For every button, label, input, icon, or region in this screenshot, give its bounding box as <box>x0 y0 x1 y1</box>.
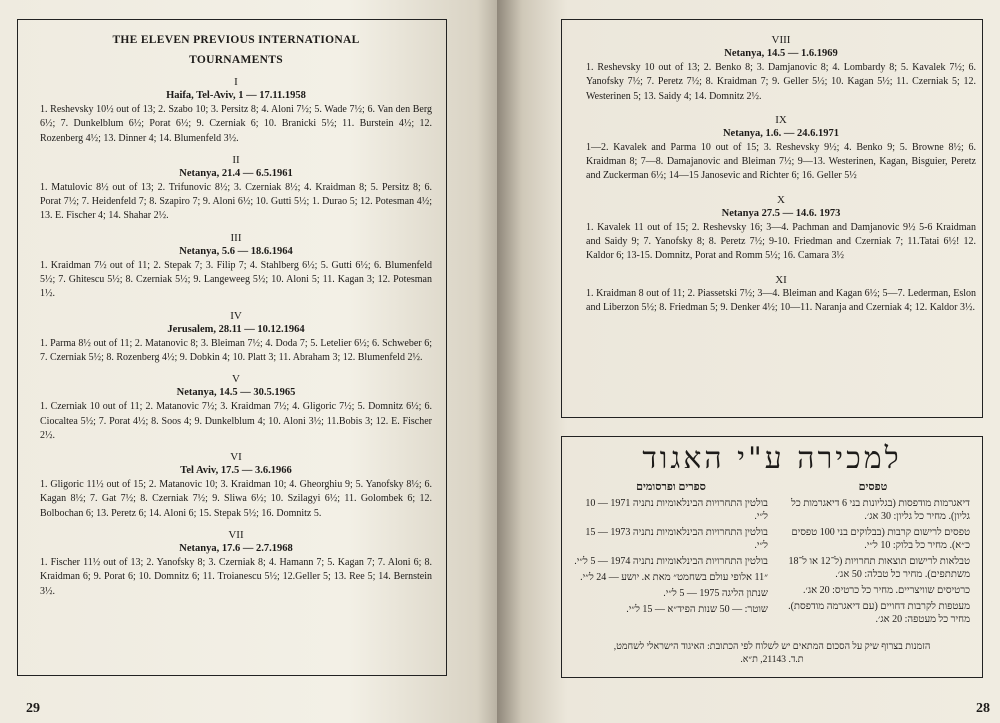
ad-heading: למכירה ע"י האגוד <box>642 441 902 476</box>
tournament-heading: Netanya, 1.6. — 24.6.1971 <box>722 127 840 139</box>
tournament-heading: Netanya, 21.4 — 6.5.1961 <box>179 167 293 179</box>
tournaments-box-right <box>561 19 983 418</box>
title-line-1: THE ELEVEN PREVIOUS INTERNATIONAL <box>112 34 360 46</box>
tournament-results: 1. Kraidman 8 out of 11; 2. Piassetski 7½; 3—4. Bleiman and Kagan 6½; 5—7. Lederman, Eslon and Liberzon 5½; 8. Friedman 5; 9. Denker 4½; 10—11. Naranja and Czerniak 4; 12. Kaldor 3½. <box>586 287 976 313</box>
tournament-results: 1. Reshevsky 10½ out of 13; 2. Szabo 10; 3. Persitz 8; 4. Aloni 7½; 5. Wade 7½; 6. Van den Berg 6½; 7. Dunkelblum 6½; Porat 6½; 9. Czerniak 6; 10. Branicki 5½; 11. Burstein 4½; 12. Rozenberg 4½; 13. Dinner 4; 14. Blumenfeld 3½. <box>40 104 432 144</box>
tournament-numeral: VII <box>228 529 244 542</box>
tournament-results: 1. Parma 8½ out of 11; 2. Matanovic 8; 3. Bleiman 7½; 4. Doda 7; 5. Letelier 6½; 6. Schweber 6; 7. Czerniak 5½; 8. Rozenberg 4½; 9. Dobkin 4; 10. Platt 3; 11. Abraham 3; 12. Blumenfeld 2½. <box>40 337 432 363</box>
ad-footer-line-2: ת.ד. 21143, ת״א. <box>740 655 804 665</box>
tournament-numeral: II <box>232 153 240 166</box>
tournament-results: 1. Kavalek 11 out of 15; 2. Reshevsky 16; 3—4. Pachman and Damjanovic 9½ 5-6 Kraidman and Saidy 9; 7. Yanofsky 8; 8. Peretz 7½; 9-10. Friedman and Czerniak 7; 11.Tatai 6½! 12. Kaldor 6; 13-15. Domnitz, Porat and Romm 5½; 16. Camara 3½ <box>586 221 976 262</box>
tournament-heading: Netanya, 14.5 — 1.6.1969 <box>724 48 838 59</box>
page-title <box>40 30 432 70</box>
tournament-numeral: X <box>777 193 785 206</box>
ad-item: בולטין התחרויות הבינלאומיות נתניה 1974 — 5 ל״י. <box>574 556 768 567</box>
tournament-numeral: III <box>230 231 242 244</box>
tournament-heading: Jerusalem, 28.11 — 10.12.1964 <box>167 323 305 335</box>
tournament-results: 1—2. Kavalek and Parma 10 out of 15; 3. Reshevsky 9½; 4. Benko 9; 5. Browne 8½; 6. Kraidman 8; 7—8. Damajanovic and Bleiman 7½; 9—13. Westerinen, Kagan, Bisguier, Peretz and Zuckerman 6½; 14—15 Janosevic and Richter 6; 16. Geller 5½ <box>586 141 976 182</box>
ad-item: מעטפות לקרבות דחויים (עם דיאגרמה מודפסת). מחיר כל מעטפה: 20 אג׳. <box>788 601 970 625</box>
tournament-entry <box>586 274 976 316</box>
tournament-numeral: VIII <box>771 34 791 46</box>
tournament-results: 1. Fischer 11½ out of 13; 2. Yanofsky 8; 3. Czerniak 8; 4. Hamann 7; 5. Kagan 7; 7. Aloni 6; 8. Kraidman 6; 9. Porat 6; 10. Domnitz 6; 11. Troianescu 5½; 12.Geller 5; 13. Ree 5; 14. Bernstein 3½. <box>40 557 432 597</box>
tournament-results: 1. Matulovic 8½ out of 13; 2. Trifunovic 8½; 3. Czerniak 8½; 4. Kraidman 8; 5. Persitz 8; 6. Porat 7½; 7. Heidenfeld 7; 8. Szapiro 7; 9. Aloni 6½; 10. Gutti 5½; 1. Durao 5; 12. Potesman 4½; 13. E. Fischer 4; 14. Shahar 2½. <box>40 181 432 222</box>
tournament-entry <box>40 529 432 599</box>
ad-item: בולטין התחרויות הבינלאומיות נתניה 1973 — 15 ל״י. <box>585 527 768 551</box>
tournament-entry <box>586 114 976 184</box>
tournament-numeral: XI <box>775 273 787 286</box>
tournament-results: 1. Gligoric 11½ out of 15; 2. Matanovic 10; 3. Kraidman 10; 4. Gheorghiu 9; 5. Yanofsky 8½; 6. Kagan 8½; 7. Gat 7½; 8. Czerniak 7½; 9. Sliwa 6½; 10. Szilagyi 6½; 11. Golombek 6; 12. Bolbochan 6; 13. Peretz 6; 14. Aloni 6; 15. Stepak 5½; 16. Domnitz 5. <box>40 479 432 519</box>
ad-columns <box>570 481 974 629</box>
tournament-entry <box>40 451 432 521</box>
advertisement-box <box>561 436 983 678</box>
tournament-heading: Netanya, 14.5 — 30.5.1965 <box>176 387 296 399</box>
tournament-heading: Haifa, Tel-Aviv, 1 — 17.11.1958 <box>166 90 306 101</box>
right-page <box>497 0 1000 723</box>
tournament-entry <box>40 310 432 366</box>
tournament-numeral: V <box>232 373 240 386</box>
tournament-numeral: IV <box>230 309 242 322</box>
tournament-entry <box>586 194 976 264</box>
page-number-right: 28 <box>976 701 990 716</box>
tournament-entry <box>40 154 432 224</box>
ad-item: בולטין התחרויות הבינלאומיות נתניה 1971 — 10 ל״י. <box>585 498 768 522</box>
ad-item: דיאגרמות מודפסות (בגליונות בני 6 דיאגרמות כל גליון). מחיר כל גליון: 30 אג׳. <box>791 498 970 522</box>
tournament-entry <box>586 34 976 104</box>
ad-item: טבלאות לרישום תוצאות תחרויות (ל־12 או ל־18 משתתפים). מחיר כל טבלה: 50 אג׳. <box>788 556 970 580</box>
tournament-heading: Tel Aviv, 17.5 — 3.6.1966 <box>180 465 292 477</box>
ad-footer <box>570 641 974 667</box>
tournament-heading: Netanya, 5.6 — 18.6.1964 <box>179 245 293 257</box>
ad-footer-line-1: הזמנות בצרוף שיק על הסכום המתאים יש לשלוח לפי הכתובת: האיגוד הישראלי לשחמט, <box>613 642 931 652</box>
tournament-numeral: IX <box>775 113 787 126</box>
ad-column-forms <box>772 481 974 629</box>
ad-column-title: ספרים ופרסומים <box>636 481 706 493</box>
tournaments-box-left <box>17 19 447 676</box>
ad-item: כרטיסים שוויצריים. מחיר כל כרטיס: 20 אג׳. <box>803 585 970 596</box>
tournament-numeral: I <box>234 76 238 88</box>
page-number-left: 29 <box>26 701 40 716</box>
tournament-numeral: VI <box>230 451 242 464</box>
ad-item: ״11 אלופי עולם בשחמט״ מאת א. יושע — 24 ל״י. <box>580 572 768 583</box>
tournament-entry <box>40 76 432 146</box>
tournament-results: 1. Czerniak 10 out of 11; 2. Matanovic 7½; 3. Kraidman 7½; 4. Gligoric 7½; 5. Domnitz 6½; 6. Ciocaltea 5½; 7. Porat 4½; 8. Soos 4; 9. Dunkelblum 4; 10. Aloni 3½; 11.Bobis 3; 12. E. Fischer 2½. <box>40 401 432 441</box>
ad-item: שנתון הליגה 1975 — 5 ל״י. <box>663 588 768 599</box>
tournament-entry <box>40 232 432 302</box>
tournament-heading: Netanya, 17.6 — 2.7.1968 <box>179 543 293 555</box>
tournament-results: 1. Reshevsky 10 out of 13; 2. Benko 8; 3. Damjanovic 8; 4. Lombardy 8; 5. Kavalek 7½; 6. Yanofsky 7½; 7. Peretz 7½; 8. Kraidman 7; 9. Geller 5½; 10. Kagan 5½; 11. Czerniak 5; 12. Westerinen 5; 13. Saidy 4; 14. Domnitz 2½. <box>586 62 976 102</box>
ad-column-books <box>570 481 772 629</box>
ad-item: טפסים לרישום קרבות (בבלוקים בני 100 טפסים כ״א). מחיר כל בלוק: 10 ל״י. <box>791 527 970 551</box>
tournament-entry <box>40 373 432 443</box>
ad-column-title: טפסים <box>858 481 888 493</box>
tournament-heading: Netanya 27.5 — 14.6. 1973 <box>721 207 841 219</box>
tournament-results: 1. Kraidman 7½ out of 11; 2. Stepak 7; 3. Filip 7; 4. Stahlberg 6½; 5. Gutti 6½; 6. Blumenfeld 5½; 7. Ghitescu 5½; 8. Czerniak 5½; 9. Langeweeg 5½; 10. Aloni 5; 11. Kagan 3; 12. Potesman 1½. <box>40 259 432 300</box>
title-line-2: TOURNAMENTS <box>189 54 283 66</box>
ad-item: שוטר: — 50 שנות הפיד״א — 15 ל״י. <box>626 604 768 615</box>
left-page <box>0 0 497 723</box>
